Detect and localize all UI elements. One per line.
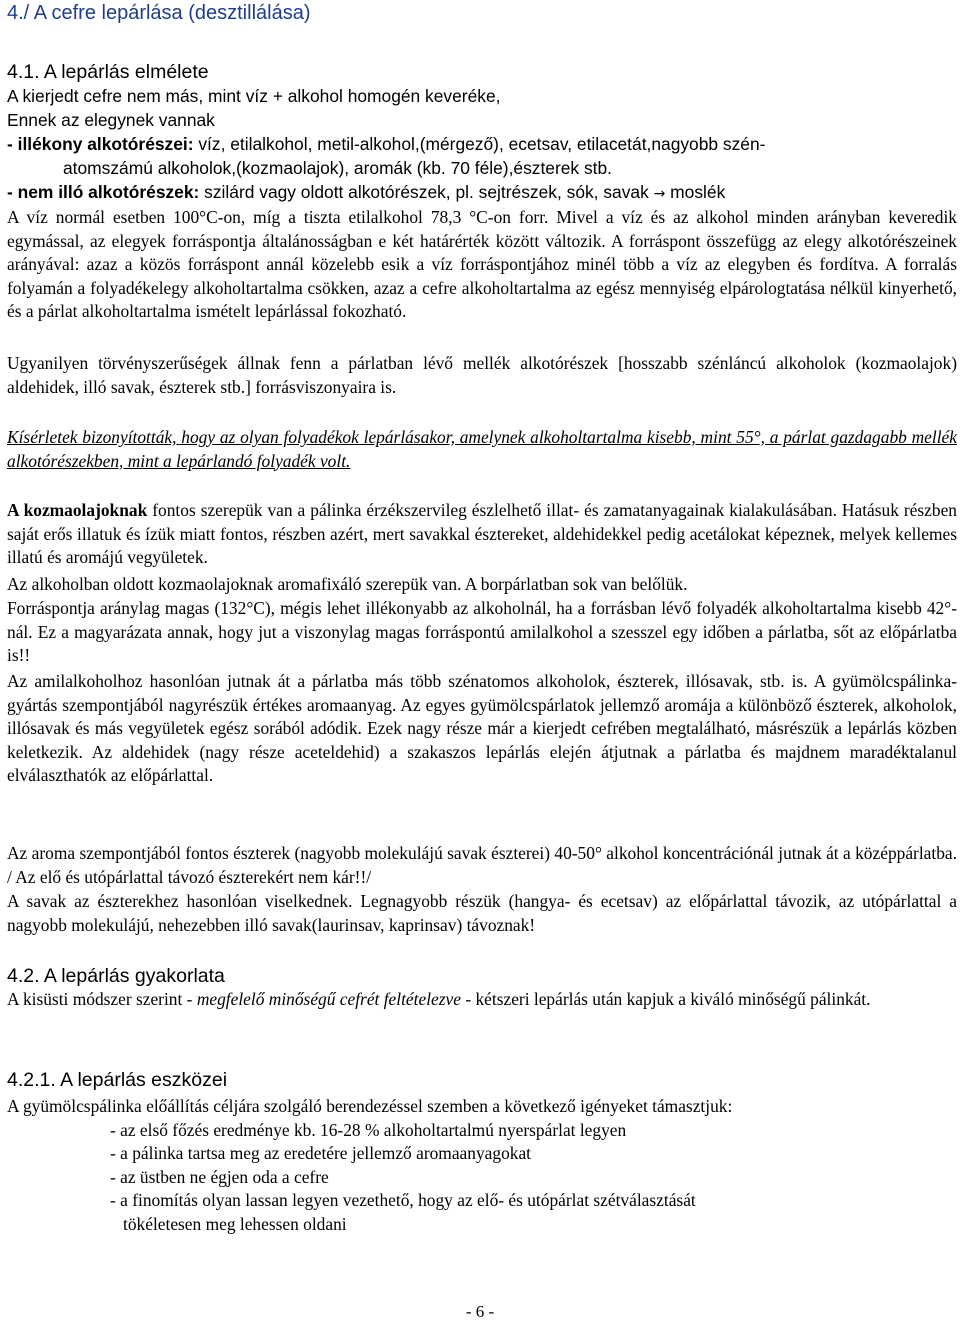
fusel-oils-label: A kozmaolajoknak xyxy=(7,500,148,520)
experiment-note: Kísérletek bizonyították, hogy az olyan folyadékok lepárlásakor, amelynek alkoholtartalma kisebb, mint 55°, a párlat gazdagabb mellék alkotórészekben, mint a lepárlandó folyadék volt. xyxy=(7,427,957,471)
nonvolatile-label: - nem illó alkotórészek: xyxy=(7,182,200,202)
section-heading-4-2-1: 4.2.1. A lepárlás eszközei xyxy=(7,1069,228,1091)
fusel-oils-text: fontos szerepük van a pálinka érzékszervileg észlelhető illat- és zamatanyagainak kialakulásában. Hatásuk részben saját erős illatuk és ízük miatt fontos, részben azért, mert savakkal észtereket, aldehidekkel pedig acetálokat képeznek, melyek kellemes illatú és aromájú vegyületek. xyxy=(7,500,957,568)
paragraph-aroma-fixing: Az alkoholban oldott kozmaolajoknak aromafixáló szerepük van. A borpárlatban sok van belőlük. xyxy=(7,574,688,594)
volatile-continuation: atomszámú alkoholok,(kozmaolajok), aromák (kb. 70 féle),észterek stb. xyxy=(63,158,612,178)
equipment-intro: A gyümölcspálinka előállítás céljára szolgáló berendezéssel szemben a következő igényeket támasztjuk: xyxy=(7,1096,733,1116)
paragraph-fusel-oils xyxy=(7,499,957,570)
page-number: - 6 - xyxy=(465,1302,495,1321)
volatile-label: - illékony alkotórészei: xyxy=(7,134,194,154)
paragraph-side-components: Ugyanilyen törvényszerűségek állnak fenn a párlatban lévő mellék alkotórészek [hosszabb szénláncú alkoholok (kozmaolajok) aldehidek, illó savak, észterek stb.] forrásviszonyaira is. xyxy=(7,353,957,397)
practice-italic: megfelelő minőségű cefrét feltételezve xyxy=(196,989,461,1009)
paragraph-amyl-alcohol: Az amilalkoholhoz hasonlóan jutnak át a párlatba más több szénatomos alkoholok, észterek, illósavak, stb. is. A gyümölcspálinka-gyártás szempontjából nagyrészük értékes aromaanyag. Az egyes gyümölcspárlatok jellemző aromája a különböző észterek, alkoholok, illósavak és más vegyületek egész sorából adódik. Ezek nagy része már a kierjedt cefrében megtalálható, másrészük a lepárlás közben keletkezik. Az aldehidek (nagy része aceteldehid) a szakaszos lepárlás elején átjutnak a párlatba és majdnem maradéktalanul elválaszthatók az előpárlattal. xyxy=(7,671,957,786)
arrow-right-icon: → xyxy=(653,186,666,202)
practice-text-a: A kisüsti módszer szerint - xyxy=(7,989,197,1009)
practice-text-b: - kétszeri lepárlás után kapjuk a kiváló minőségű pálinkát. xyxy=(460,989,871,1009)
equipment-requirements xyxy=(7,1095,957,1237)
section-heading-4-1: 4.1. A lepárlás elmélete xyxy=(7,61,209,83)
intro-line-1: A kierjedt cefre nem más, mint víz + alkohol homogén keveréke, xyxy=(7,86,501,106)
intro-line-2: Ennek az elegynek vannak xyxy=(7,110,215,130)
nonvolatile-components xyxy=(7,180,957,206)
paragraph-amyl-boiling: Forráspontja aránylag magas (132°C), mégis lehet illékonyabb az alkoholnál, ha a forrásban lévő folyadék alkoholtartalma kisebb 42°-nál. Ez a magyarázata annak, hogy jut a viszonylag magas forráspontú amilalkohol a szesszel egy időben a párlatba, sőt az előpárlatba is!! xyxy=(7,598,957,666)
list-item-continuation: tökéletesen meg lehessen oldani xyxy=(123,1213,347,1234)
list-item: - a pálinka tartsa meg az eredetére jellemző aromaanyagokat xyxy=(110,1143,532,1164)
volatile-components xyxy=(7,132,957,156)
paragraph-acids: A savak az észterekhez hasonlóan viselkednek. Legnagyobb részük (hangya- és ecetsav) az előpárlattal távozik, az utópárlattal a nagyobb molekulájú, nehezebben illó savak(laurinsav, kaprinsav) távoznak! xyxy=(7,891,957,935)
intro-block xyxy=(7,84,957,206)
paragraph-esters: Az aroma szempontjából fontos észterek (nagyobb molekulájú savak észterei) 40-50° alkohol koncentrációnál jutnak át a középpárlatba. / Az elő és utópárlattal távozó észterekért nem kár!!/ xyxy=(7,843,957,887)
nonvolatile-end: moslék xyxy=(665,182,726,202)
paragraph-boiling-points: A víz normál esetben 100°C-on, míg a tiszta etilalkohol 78,3 °C-on forr. Mivel a víz és az alkohol minden arányban keveredik egymással, az elegyek forráspontja általánosságban e két határérték között változik. A forráspont összefügg az elegy alkotórészeinek arányával: azaz a közös forráspont annál közelebb esik a víz forráspontjához minél több a víz az elegyben és fordítva. A forralás folyamán a folyadékelegy alkoholtartalma csökken, azaz a cefre alkoholtartalma az egész mennyiség elpárologtatása nélkül kinyerhető, és a párlat alkoholtartalma ismételt lepárlással fokozható. xyxy=(7,207,957,322)
section-heading-4-2: 4.2. A lepárlás gyakorlata xyxy=(7,965,225,987)
chapter-title: 4./ A cefre lepárlása (desztillálása) xyxy=(7,2,311,24)
list-item: - az első főzés eredménye kb. 16-28 % alkoholtartalmú nyerspárlat legyen xyxy=(110,1119,627,1140)
list-item: - a finomítás olyan lassan legyen vezethető, hogy az elő- és utópárlat szétválasztását xyxy=(110,1190,696,1211)
nonvolatile-text: szilárd vagy oldott alkotórészek, pl. sejtrészek, sók, savak xyxy=(199,182,654,202)
list-item: - az üstben ne égjen oda a cefre xyxy=(110,1166,329,1187)
paragraph-practice xyxy=(7,988,957,1012)
volatile-text: víz, etilalkohol, metil-alkohol,(mérgező), ecetsav, etilacetát,nagyobb szén- xyxy=(193,134,766,154)
